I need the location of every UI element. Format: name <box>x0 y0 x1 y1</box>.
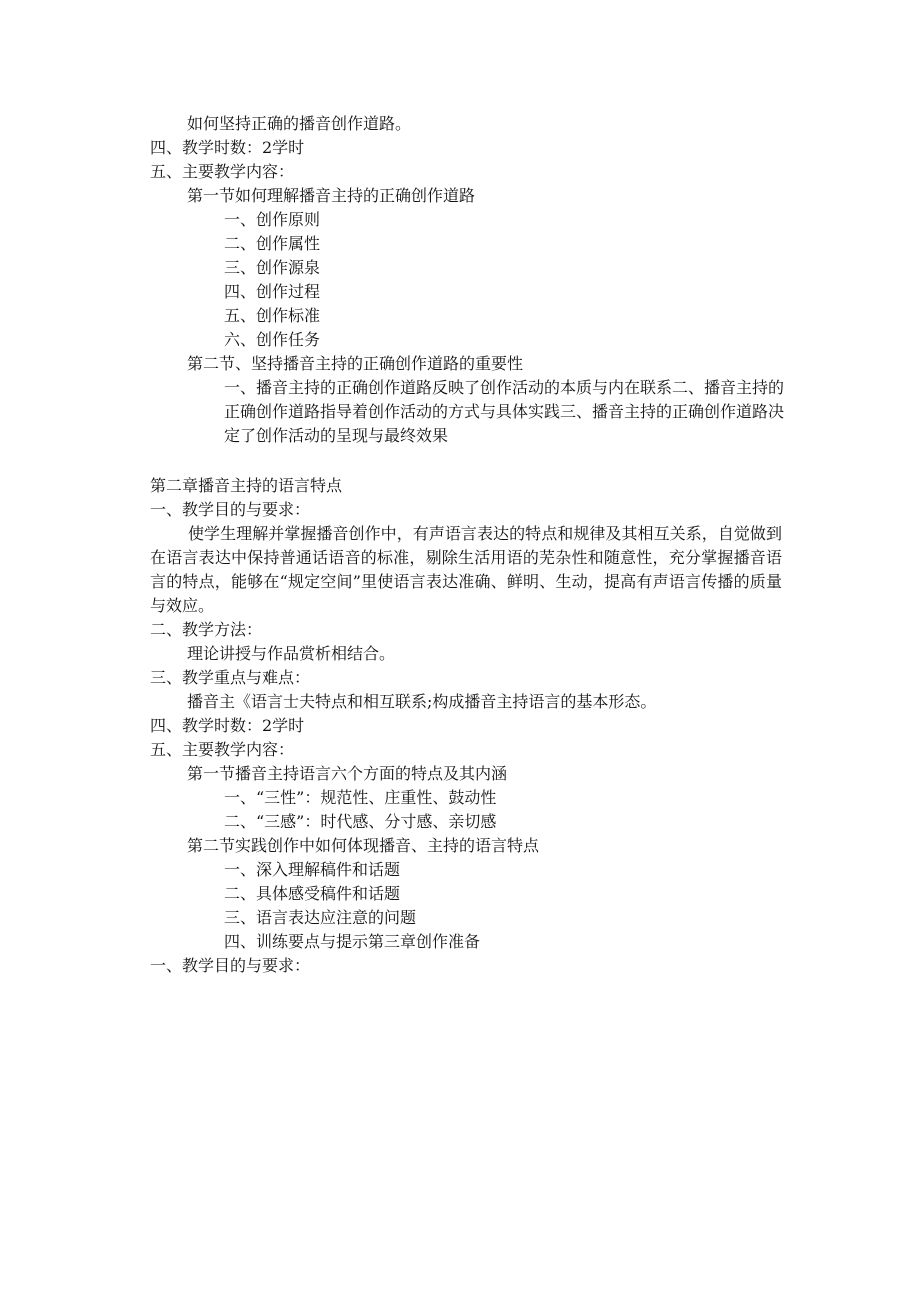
ch1-content-heading: 五、主要教学内容： <box>150 162 295 181</box>
list-item: 四、训练要点与提示第三章创作准备 <box>224 932 481 951</box>
list-item: 二、“三感”：时代感、分寸感、亲切感 <box>224 812 497 831</box>
ch1-hours: 四、教学时数：2学时 <box>150 138 305 157</box>
ch2-sec1-title: 第一节播音主持语言六个方面的特点及其内涵 <box>187 764 508 783</box>
list-item: 一、“三性”：规范性、庄重性、鼓动性 <box>224 788 497 807</box>
keypoints-heading: 三、教学重点与难点： <box>150 668 311 687</box>
objectives-heading: 一、教学目的与要求： <box>150 500 311 519</box>
ch2-content-heading: 五、主要教学内容： <box>150 740 295 759</box>
ch2-sec2-title: 第二节实践创作中如何体现播音、主持的语言特点 <box>187 836 540 855</box>
methods-text: 理论讲授与作品赏析相结合。 <box>187 644 396 663</box>
ch3-objectives-heading: 一、教学目的与要求： <box>150 956 311 975</box>
objective-tail: 如何坚持正确的播音创作道路。 <box>187 114 412 133</box>
list-item: 四、创作过程 <box>224 282 321 301</box>
list-item: 一、深入理解稿件和话题 <box>224 860 401 879</box>
list-item: 三、语言表达应注意的问题 <box>224 908 417 927</box>
list-item: 二、具体感受稿件和话题 <box>224 884 401 903</box>
keypoints-text: 播音主《语言士夫特点和相互联系;构成播音主持语言的基本形态。 <box>187 692 657 711</box>
ch1-sec2-title: 第二节、坚持播音主持的正确创作道路的重要性 <box>187 354 524 373</box>
chapter-title: 第二章播音主持的语言特点 <box>150 476 343 495</box>
ch1-sec2-paragraph: 一、播音主持的正确创作道路反映了创作活动的本质与内在联系二、播音主持的正确创作道路指导着创作活动的方式与具体实践三、播音主持的正确创作道路决定了创作活动的呈现与最终效果 <box>224 378 785 445</box>
list-item: 五、创作标准 <box>224 306 321 325</box>
ch1-sec1-title: 第一节如何理解播音主持的正确创作道路 <box>187 186 476 205</box>
ch2-hours: 四、教学时数：2学时 <box>150 716 305 735</box>
objectives-paragraph: 使学生理解并掌握播音创作中，有声语言表达的特点和规律及其相互关系，自觉做到在语言表达中保持普通话语音的标准，剔除生活用语的芜杂性和随意性，充分掌握播音语言的特点，能够在“规定空间”里使语言表达准确、鲜明、生动，提高有声语言传播的质量与效应。 <box>150 524 782 615</box>
list-item: 三、创作源泉 <box>224 258 321 277</box>
methods-heading: 二、教学方法： <box>150 620 263 639</box>
list-item: 六、创作任务 <box>224 330 321 349</box>
list-item: 二、创作属性 <box>224 234 321 253</box>
list-item: 一、创作原则 <box>224 210 321 229</box>
